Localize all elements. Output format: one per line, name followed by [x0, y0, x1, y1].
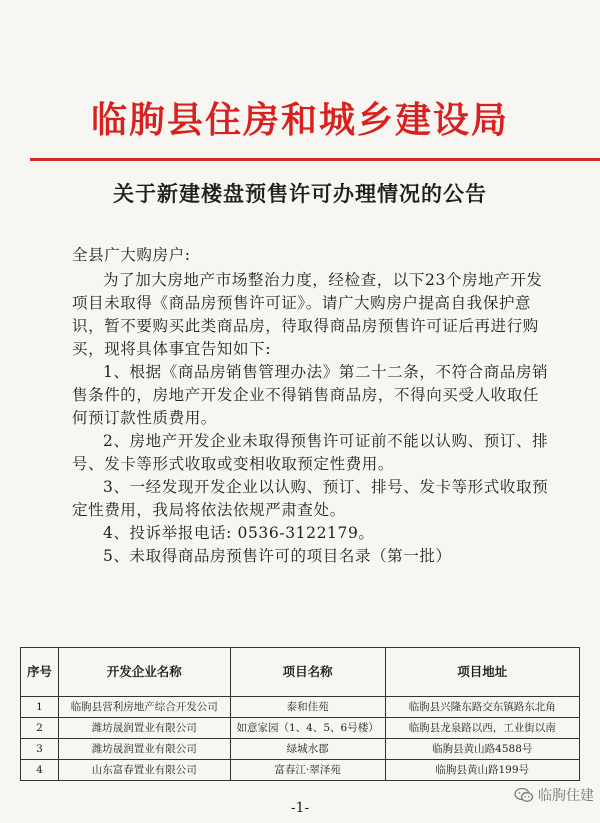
table-row — [21, 718, 580, 739]
red-divider — [30, 158, 600, 161]
cell-project: 泰和佳苑 — [230, 697, 385, 718]
cell-developer: 潍坊晟润置业有限公司 — [58, 739, 230, 760]
cell-index: 1 — [21, 697, 59, 718]
wechat-icon — [514, 787, 534, 803]
cell-address: 临朐县龙泉路以西，工业街以南 — [385, 718, 579, 739]
paragraph-item-5: 5、未取得商品房预售许可的项目名录（第一批） — [103, 547, 452, 565]
cell-project: 富春江·翠泽苑 — [230, 760, 385, 781]
header-project: 项目名称 — [230, 648, 385, 697]
agency-header: 临朐县住房和城乡建设局 — [90, 99, 509, 141]
watermark-text: 临朐住建 — [538, 788, 594, 804]
paragraph-item-2: 2、房地产开发企业未取得预售许可证前不能以认购、预订、排号、发卡等形式收取或变相收取预定性费用。 — [72, 432, 549, 473]
cell-developer: 山东富春置业有限公司 — [58, 760, 230, 781]
page-number: -1- — [290, 800, 310, 816]
paragraph-intro: 为了加大房地产市场整治力度，经检查，以下23个房地产开发项目未取得《商品房预售许可证》。请广大购房户提高自我保护意识，暂不要购买此类商品房，待取得商品房预售许可证后再进行购买，现将具体事宜告知如下: — [72, 271, 543, 358]
cell-project: 如意家园（1、4、5、6号楼） — [230, 718, 385, 739]
header-developer: 开发企业名称 — [58, 648, 230, 697]
table-row — [21, 760, 580, 781]
project-table — [20, 647, 580, 781]
cell-index: 2 — [21, 718, 59, 739]
table-header-row — [21, 648, 580, 697]
table-row — [21, 739, 580, 760]
paragraph-item-1: 1、根据《商品房销售管理办法》第二十二条，不符合商品房销售条件的，房地产开发企业不得销售商品房，不得向买受人收取任何预订款性质费用。 — [72, 363, 549, 427]
notice-body — [72, 244, 550, 568]
table-row — [21, 697, 580, 718]
watermark — [514, 785, 594, 805]
header-index: 序号 — [21, 648, 59, 697]
notice-title: 关于新建楼盘预售许可办理情况的公告 — [113, 181, 487, 206]
cell-project: 绿城水郡 — [230, 739, 385, 760]
cell-developer: 临朐县营利房地产综合开发公司 — [58, 697, 230, 718]
paragraph-item-3: 3、一经发现开发企业以认购、预订、排号、发卡等形式收取预定性费用，我局将依法依规严肃查处。 — [72, 478, 549, 519]
cell-address: 临朐县黄山路4588号 — [385, 739, 579, 760]
cell-index: 4 — [21, 760, 59, 781]
cell-developer: 潍坊晟润置业有限公司 — [58, 718, 230, 739]
cell-address: 临朐县兴隆东路交东镇路东北角 — [385, 697, 579, 718]
cell-index: 3 — [21, 739, 59, 760]
cell-address: 临朐县黄山路199号 — [385, 760, 579, 781]
header-address: 项目地址 — [385, 648, 579, 697]
greeting: 全县广大购房户: — [72, 246, 191, 264]
paragraph-item-4: 4、投诉举报电话: 0536-3122179。 — [103, 524, 375, 542]
